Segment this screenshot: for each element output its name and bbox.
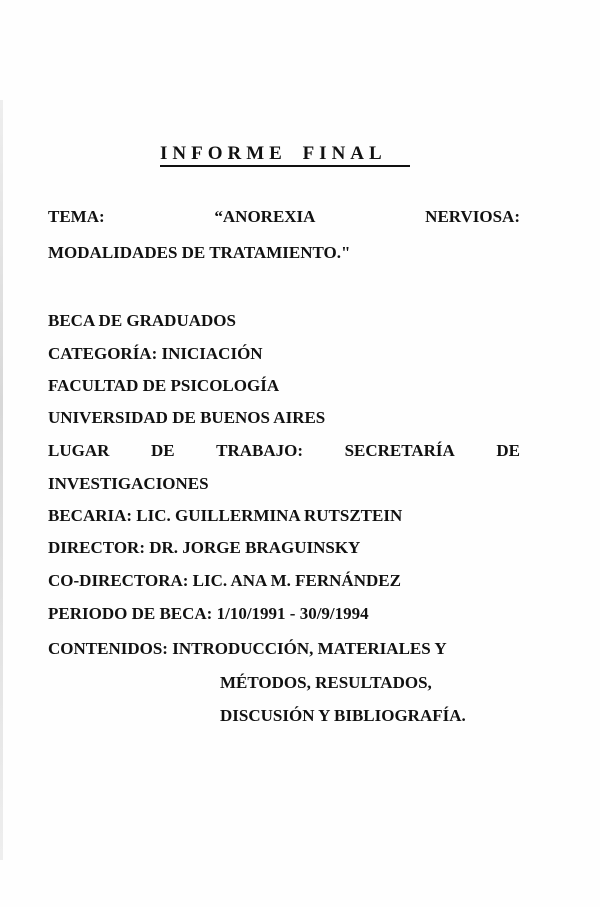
codirectora-line: CO-DIRECTORA: LIC. ANA M. FERNÁNDEZ: [48, 571, 401, 590]
scan-edge-shadow: [0, 100, 3, 860]
categoria-line: CATEGORÍA: INICIACIÓN: [48, 344, 263, 363]
lugar-line-1: [48, 441, 520, 461]
beca-line: BECA DE GRADUADOS: [48, 311, 236, 330]
contenidos-line-2: MÉTODOS, RESULTADOS,: [220, 673, 432, 692]
contenidos-line-3: DISCUSIÓN Y BIBLIOGRAFÍA.: [220, 706, 466, 725]
report-title: INFORME FINAL: [160, 143, 410, 167]
facultad-line: FACULTAD DE PSICOLOGÍA: [48, 376, 280, 395]
lugar-line-2: INVESTIGACIONES: [48, 474, 209, 493]
lugar-word-3: TRABAJO:: [216, 441, 304, 460]
universidad-line: UNIVERSIDAD DE BUENOS AIRES: [48, 408, 326, 427]
lugar-word-1: LUGAR: [48, 441, 110, 460]
contenidos-line-1: CONTENIDOS: INTRODUCCIÓN, MATERIALES Y: [48, 639, 447, 658]
tema-word-anorexia: “ANOREXIA: [214, 207, 316, 226]
lugar-word-2: DE: [150, 441, 175, 460]
director-line: DIRECTOR: DR. JORGE BRAGUINSKY: [48, 538, 361, 557]
becaria-line: BECARIA: LIC. GUILLERMINA RUTSZTEIN: [48, 506, 403, 525]
tema-label: TEMA:: [48, 207, 105, 226]
tema-word-nerviosa: NERVIOSA:: [425, 207, 520, 226]
tema-line-1: [48, 207, 520, 227]
lugar-word-4: SECRETARÍA: [344, 441, 455, 460]
periodo-line: PERIODO DE BECA: 1/10/1991 - 30/9/1994: [48, 604, 369, 623]
lugar-word-5: DE: [496, 441, 520, 460]
tema-line-2: MODALIDADES DE TRATAMIENTO.": [48, 243, 351, 262]
